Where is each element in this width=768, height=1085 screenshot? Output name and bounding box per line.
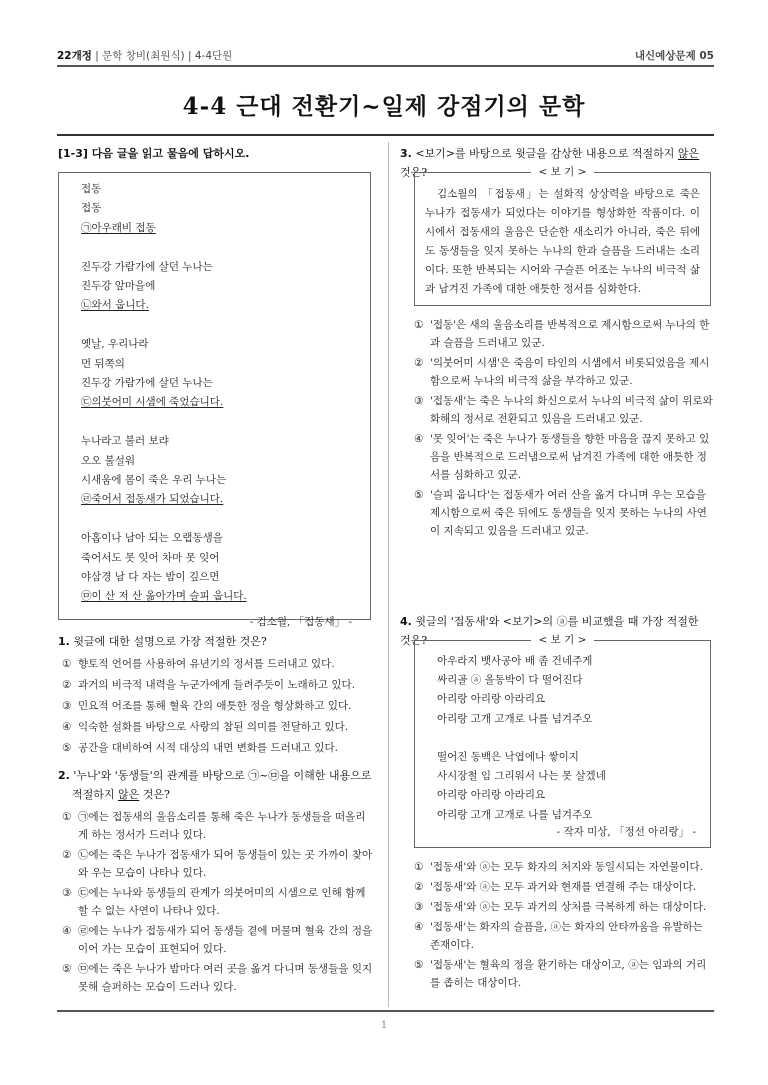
answer-option[interactable] xyxy=(58,718,373,737)
q3-stem: <보기>를 바탕으로 윗글을 감상한 내용으로 적절하지 xyxy=(415,147,678,160)
q3-number: 3. xyxy=(400,147,412,160)
poem-line: ㉠아우래비 접동 xyxy=(81,221,156,234)
page-title: 4-4 근대 전환기~일제 강점기의 문학 xyxy=(182,93,586,120)
option-number: ④ xyxy=(414,921,424,933)
q2-stem-line2: 적절하지 xyxy=(72,788,119,801)
question-2 xyxy=(58,766,373,998)
option-number: ⑤ xyxy=(414,959,424,971)
option-text: 과거의 비극적 내력을 누군가에게 들려주듯이 노래하고 있다. xyxy=(78,679,355,691)
q3-stem-emphasis: 않은 xyxy=(677,147,700,160)
poem-line: 아홉이나 남아 되는 오랩동생을 xyxy=(81,532,223,545)
option-number: ③ xyxy=(414,901,424,913)
bogi-line: 사시장철 임 그리워서 나는 못 살겠네 xyxy=(437,770,606,783)
poem-line: 시새움에 몸이 죽은 우리 누나는 xyxy=(81,474,227,486)
answer-option[interactable] xyxy=(410,878,714,896)
option-number: ⑤ xyxy=(62,742,72,754)
option-text: 민요적 어조를 통해 혈육 간의 애틋한 정을 형상화하고 있다. xyxy=(78,700,352,712)
answer-option[interactable] xyxy=(410,392,714,428)
poem-box xyxy=(58,172,371,628)
answer-option[interactable] xyxy=(58,676,373,695)
poem-line: ㉡와서 웁니다. xyxy=(81,299,149,312)
answer-option[interactable] xyxy=(58,739,373,758)
poem-line: 야삼경 남 다 자는 밤이 깊으면 xyxy=(81,571,220,583)
option-number: ③ xyxy=(414,395,424,407)
answer-option[interactable] xyxy=(58,808,373,844)
option-number: ⑤ xyxy=(62,963,72,975)
answer-option[interactable] xyxy=(58,960,373,996)
poem-line: 죽어서도 못 잊어 차마 못 잊어 xyxy=(81,551,220,564)
question-1 xyxy=(58,632,373,760)
bogi-source: - 작자 미상, 「정선 아리랑」 - xyxy=(556,825,696,838)
poem-line: 접동 xyxy=(81,183,102,195)
bogi-line: 아우라지 뱃사공아 배 좀 건네주게 xyxy=(437,655,593,667)
header-right: 내신예상문제 05 xyxy=(634,50,714,62)
q2-number: 2. xyxy=(58,769,70,782)
answer-option[interactable] xyxy=(58,846,373,882)
q4-bogi-label: < 보 기 > xyxy=(531,634,595,646)
poem-line: ㉣죽어서 접동새가 되었습니다. xyxy=(81,493,224,506)
q1-number: 1. xyxy=(58,635,70,648)
option-number: ④ xyxy=(62,721,72,733)
answer-option[interactable] xyxy=(58,884,373,920)
answer-option[interactable] xyxy=(410,956,714,992)
answer-option[interactable] xyxy=(410,858,714,876)
q3-bogi-text: 김소월의 「접동새」는 설화적 상상력을 바탕으로 죽은 누나가 접동새가 되었다는 이야기를 형상화한 작품이다. 이 시에서 접동새의 울음은 단순한 새소리가 아니라, 죽은 뒤에도 동생들을 잊지 못하는 누나의 한과 슬픔을 드러내는 소리이다. 또한 반복되는 시어와 구슬픈 어조는 누나의 비극적 삶과 남겨진 가족에 대한 애틋한 정서를 심화한다. xyxy=(425,188,700,295)
answer-option[interactable] xyxy=(58,655,373,674)
option-number: ② xyxy=(62,849,72,861)
option-text: ㉣에는 누나가 접동새가 되어 동생들 곁에 머물며 혈육 간의 정을 이어 가는 모습이 표현되어 있다. xyxy=(78,925,373,955)
header-course: | 문학 창비(최원식) | 4-4단원 xyxy=(91,50,233,62)
poem-line: 옛날, 우리나라 xyxy=(81,338,149,351)
poem-line: 먼 뒤쪽의 xyxy=(81,357,125,370)
option-number: ② xyxy=(414,881,424,893)
header-grade: 22개정 xyxy=(57,50,92,62)
q4-options xyxy=(410,858,714,994)
poem-line: 오오 불설워 xyxy=(81,454,136,467)
answer-option[interactable] xyxy=(410,486,714,540)
footer-rule xyxy=(57,1010,714,1012)
option-number: ② xyxy=(414,357,424,369)
q2-stem-line1: '누나'와 '동생들'의 관계를 바탕으로 ㉠~㉤을 이해한 내용으로 xyxy=(73,769,372,782)
option-text: '슬피 웁니다'는 접동새가 여러 산을 옮겨 다니며 우는 모습을 제시함으로써 죽은 뒤에도 동생들을 잊지 못하는 누나의 사연이 지속되고 있음을 드러내고 있군. xyxy=(430,489,707,537)
answer-option[interactable] xyxy=(58,922,373,958)
bogi-line: 싸리골 ⓐ 올동박이 다 떨어진다 xyxy=(437,674,583,687)
option-number: ① xyxy=(414,861,424,873)
option-number: ① xyxy=(62,658,72,670)
answer-option[interactable] xyxy=(410,898,714,916)
option-text: '접동새'와 ⓐ는 모두 화자의 처지와 동일시되는 자연물이다. xyxy=(430,861,703,873)
option-text: '접동새'는 화자의 슬픔을, ⓐ는 화자의 안타까움을 유발하는 존재이다. xyxy=(430,921,703,951)
q4-number: 4. xyxy=(400,615,412,628)
column-divider xyxy=(388,142,389,1007)
option-text: 익숙한 설화를 바탕으로 사랑의 참된 의미를 전달하고 있다. xyxy=(78,721,349,733)
option-text: '못 잊어'는 죽은 누나가 동생들을 향한 마음을 끊지 못하고 있음을 반복적으로 드러냄으로써 남겨진 가족에 대한 애틋한 정서를 심화하고 있군. xyxy=(430,433,710,481)
poem-line: 진두강 가람가에 살던 누나는 xyxy=(81,260,213,273)
q3-bogi-label: < 보 기 > xyxy=(531,166,595,178)
option-number: ③ xyxy=(62,700,72,712)
instruction: [1-3] 다음 글을 읽고 물음에 답하시오. xyxy=(58,147,250,160)
poem-line: 누나라고 불러 보랴 xyxy=(81,435,169,448)
q4-stem: 윗글의 '접동새'와 <보기>의 ⓐ를 비교했을 때 가장 적절한 것은? xyxy=(400,615,699,647)
option-text: '접동새'와 ⓐ는 모두 과거와 현재를 연결해 주는 대상이다. xyxy=(430,881,697,893)
poem-line: ㉢의붓어미 시샘에 죽었습니다. xyxy=(81,396,224,409)
option-text: ㉡에는 죽은 누나가 접동새가 되어 동생들이 있는 곳 가까이 찾아와 우는 모습이 나타나 있다. xyxy=(78,849,373,879)
option-number: ② xyxy=(62,679,72,691)
q2-stem-emphasis: 않은 xyxy=(118,788,140,801)
option-text: '접동새'는 혈육의 정을 환기하는 대상이고, ⓐ는 임과의 거리를 좁히는 대상이다. xyxy=(430,959,707,989)
option-text: ㉠에는 접동새의 울음소리를 통해 죽은 누나가 동생들을 떠올리게 하는 정서가 드러나 있다. xyxy=(78,811,366,841)
option-number: ① xyxy=(414,319,424,331)
bogi-line: 떨어진 동백은 낙엽에나 쌓이지 xyxy=(437,751,579,763)
option-number: ① xyxy=(62,811,72,823)
option-text: '접동새'와 ⓐ는 모두 과거의 상처를 극복하게 하는 대상이다. xyxy=(430,901,707,913)
poem-line: ㉤이 산 저 산 옮아가며 슬피 웁니다. xyxy=(81,590,247,603)
answer-option[interactable] xyxy=(58,697,373,716)
answer-option[interactable] xyxy=(410,918,714,954)
poem-source: - 김소월, 「접동새」 - xyxy=(249,615,352,628)
q3-stem-end: 것은? xyxy=(400,166,428,179)
q1-stem: 윗글에 대한 설명으로 가장 적절한 것은? xyxy=(73,635,267,648)
answer-option[interactable] xyxy=(410,354,714,390)
option-text: '접동새'는 죽은 누나의 화신으로서 누나의 비극적 삶이 위로와 화해의 정서로 전환되고 있음을 드러내고 있군. xyxy=(430,395,713,425)
option-number: ⑤ xyxy=(414,489,424,501)
option-text: 공간을 대비하여 시적 대상의 내면 변화를 드러내고 있다. xyxy=(78,742,338,754)
poem-line: 접동 xyxy=(81,202,102,215)
bogi-line: 아리랑 아리랑 아라리요 xyxy=(437,693,546,706)
title-rule xyxy=(57,134,714,136)
bogi-line: 아리랑 아리랑 아라리요 xyxy=(437,789,546,802)
poem-line: 진두강 앞마을에 xyxy=(81,280,156,292)
bogi-line: 아리랑 고개 고개로 나를 넘겨주오 xyxy=(437,808,593,821)
q4-bogi-box xyxy=(414,634,711,848)
bogi-line: 아리랑 고개 고개로 나를 넘겨주오 xyxy=(437,712,593,725)
answer-option[interactable] xyxy=(410,430,714,484)
option-text: ㉤에는 죽은 누나가 밤마다 여러 곳을 옮겨 다니며 동생들을 잊지 못해 슬퍼하는 모습이 드러나 있다. xyxy=(78,963,373,993)
option-text: ㉢에는 누나와 동생들의 관계가 의붓어미의 시샘으로 인해 함께할 수 없는 사연이 나타나 있다. xyxy=(78,887,366,917)
option-text: 향토적 언어를 사용하여 유년기의 정서를 드러내고 있다. xyxy=(78,658,335,670)
option-text: '의붓어미 시샘'은 죽음이 타인의 시샘에서 비롯되었음을 제시함으로써 누나의 비극적 삶을 부각하고 있군. xyxy=(430,357,710,387)
option-text: '접동'은 새의 울음소리를 반복적으로 제시함으로써 누나의 한과 슬픔을 드러내고 있군. xyxy=(430,319,710,349)
q2-stem-end: 것은? xyxy=(139,788,170,801)
option-number: ④ xyxy=(414,433,424,445)
page-number: 1 xyxy=(380,1020,388,1031)
poem-line: 진두강 가람가에 살던 누나는 xyxy=(81,377,213,389)
option-number: ④ xyxy=(62,925,72,937)
option-number: ③ xyxy=(62,887,72,899)
header-left xyxy=(57,48,232,63)
answer-option[interactable] xyxy=(410,316,714,352)
q3-options xyxy=(410,316,714,542)
header-rule xyxy=(57,65,714,67)
